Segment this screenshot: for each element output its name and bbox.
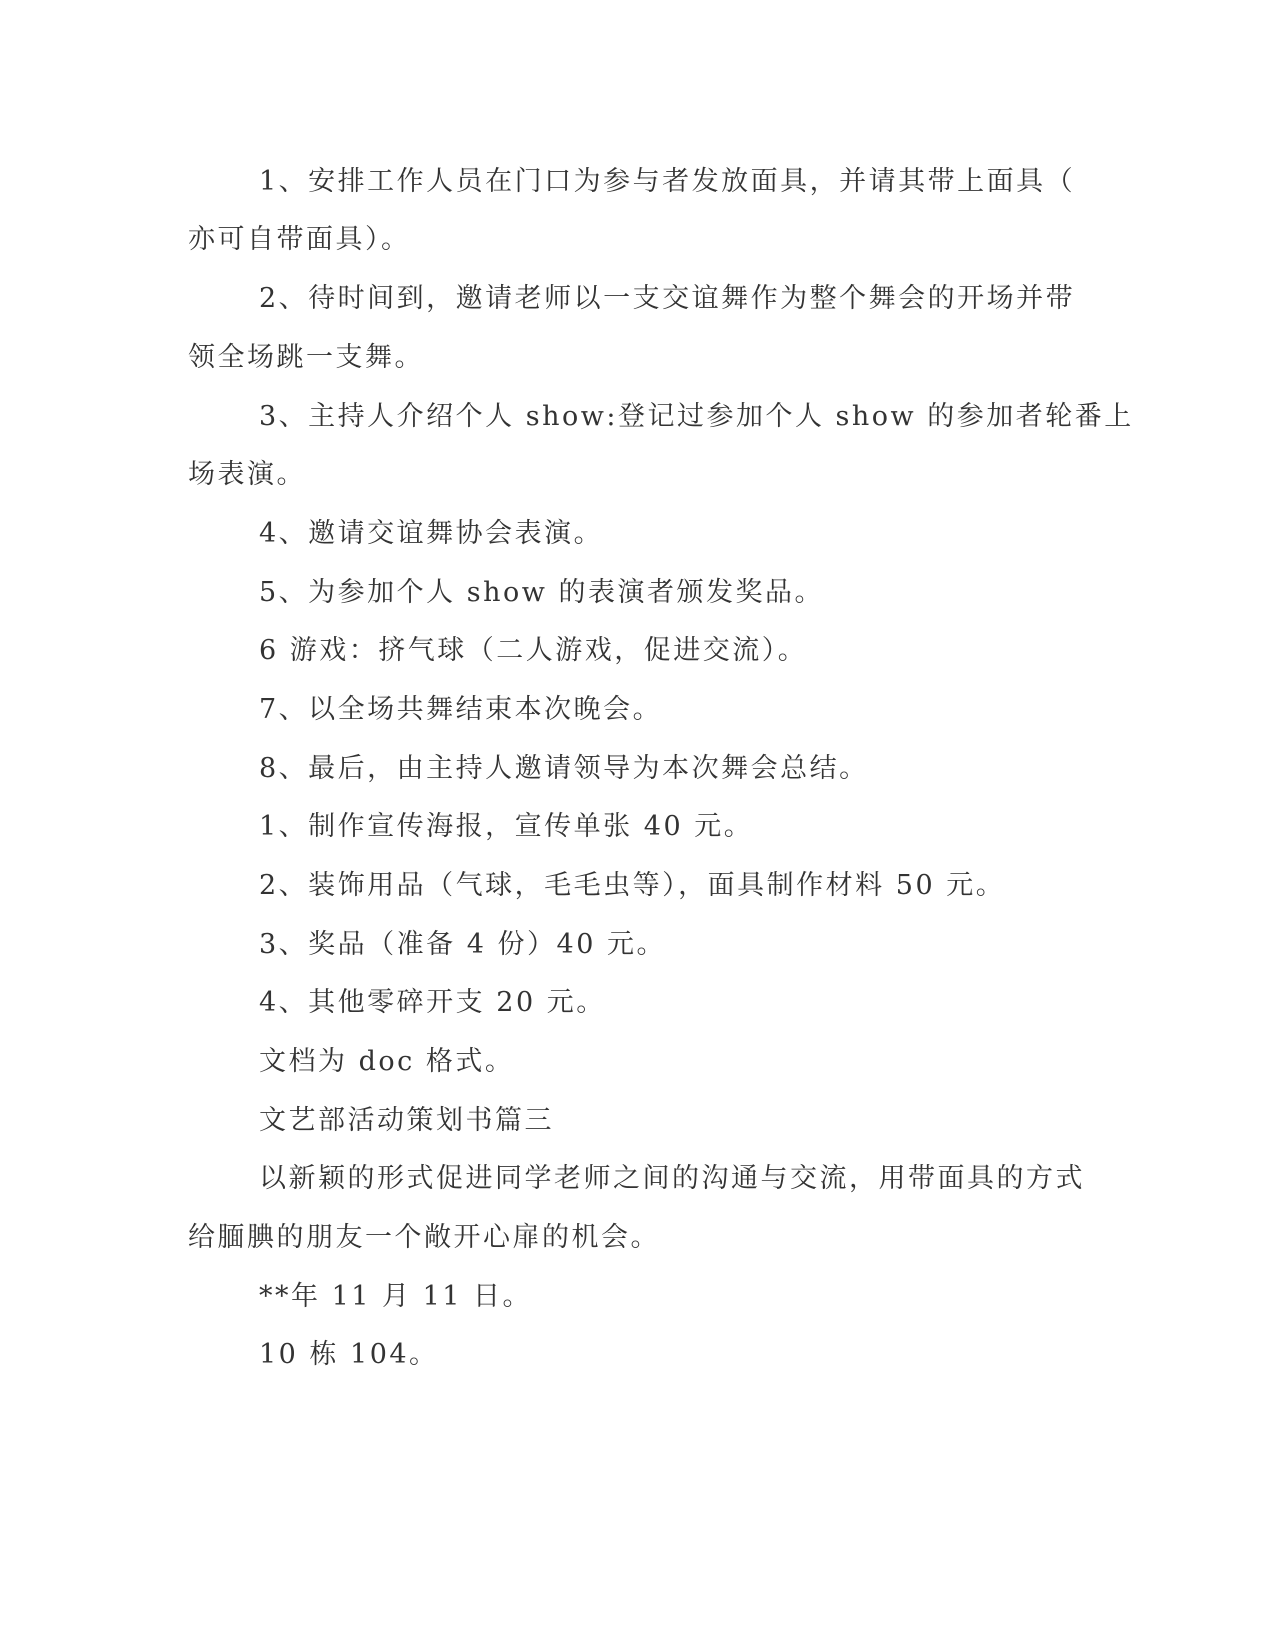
budget-item-3: 3、奖品（准备 4 份）40 元。	[259, 929, 666, 960]
paragraph-7: 7、以全场共舞结束本次晚会。	[259, 694, 663, 725]
paragraph-2-line-1: 2、待时间到，邀请老师以一支交谊舞作为整个舞会的开场并带	[259, 283, 1076, 314]
budget-item-2: 2、装饰用品（气球，毛毛虫等），面具制作材料 50 元。	[259, 870, 1006, 901]
purpose-line-2: 给腼腆的朋友一个敞开心扉的机会。	[188, 1222, 660, 1253]
paragraph-2-line-2: 领全场跳一支舞。	[188, 342, 424, 373]
paragraph-4: 4、邀请交谊舞协会表演。	[259, 518, 604, 549]
paragraph-1-line-1: 1、安排工作人员在门口为参与者发放面具，并请其带上面具（	[259, 166, 1076, 197]
event-date: **年 11 月 11 日。	[259, 1281, 533, 1312]
paragraph-6: 6 游戏：挤气球（二人游戏，促进交流）。	[259, 635, 808, 666]
budget-item-1: 1、制作宣传海报，宣传单张 40 元。	[259, 811, 754, 842]
event-location: 10 栋 104。	[259, 1339, 439, 1370]
budget-item-4: 4、其他零碎开支 20 元。	[259, 987, 606, 1018]
paragraph-3-line-2: 场表演。	[188, 459, 306, 490]
section-heading: 文艺部活动策划书篇三	[259, 1105, 554, 1136]
purpose-line-1: 以新颖的形式促进同学老师之间的沟通与交流，用带面具的方式	[259, 1163, 1085, 1194]
paragraph-8: 8、最后，由主持人邀请领导为本次舞会总结。	[259, 753, 869, 784]
paragraph-1-line-2: 亦可自带面具）。	[188, 224, 411, 255]
paragraph-3-line-1: 3、主持人介绍个人 show:登记过参加个人 show 的参加者轮番上	[259, 401, 1134, 432]
format-note: 文档为 doc 格式。	[259, 1046, 515, 1077]
paragraph-5: 5、为参加个人 show 的表演者颁发奖品。	[259, 577, 824, 608]
